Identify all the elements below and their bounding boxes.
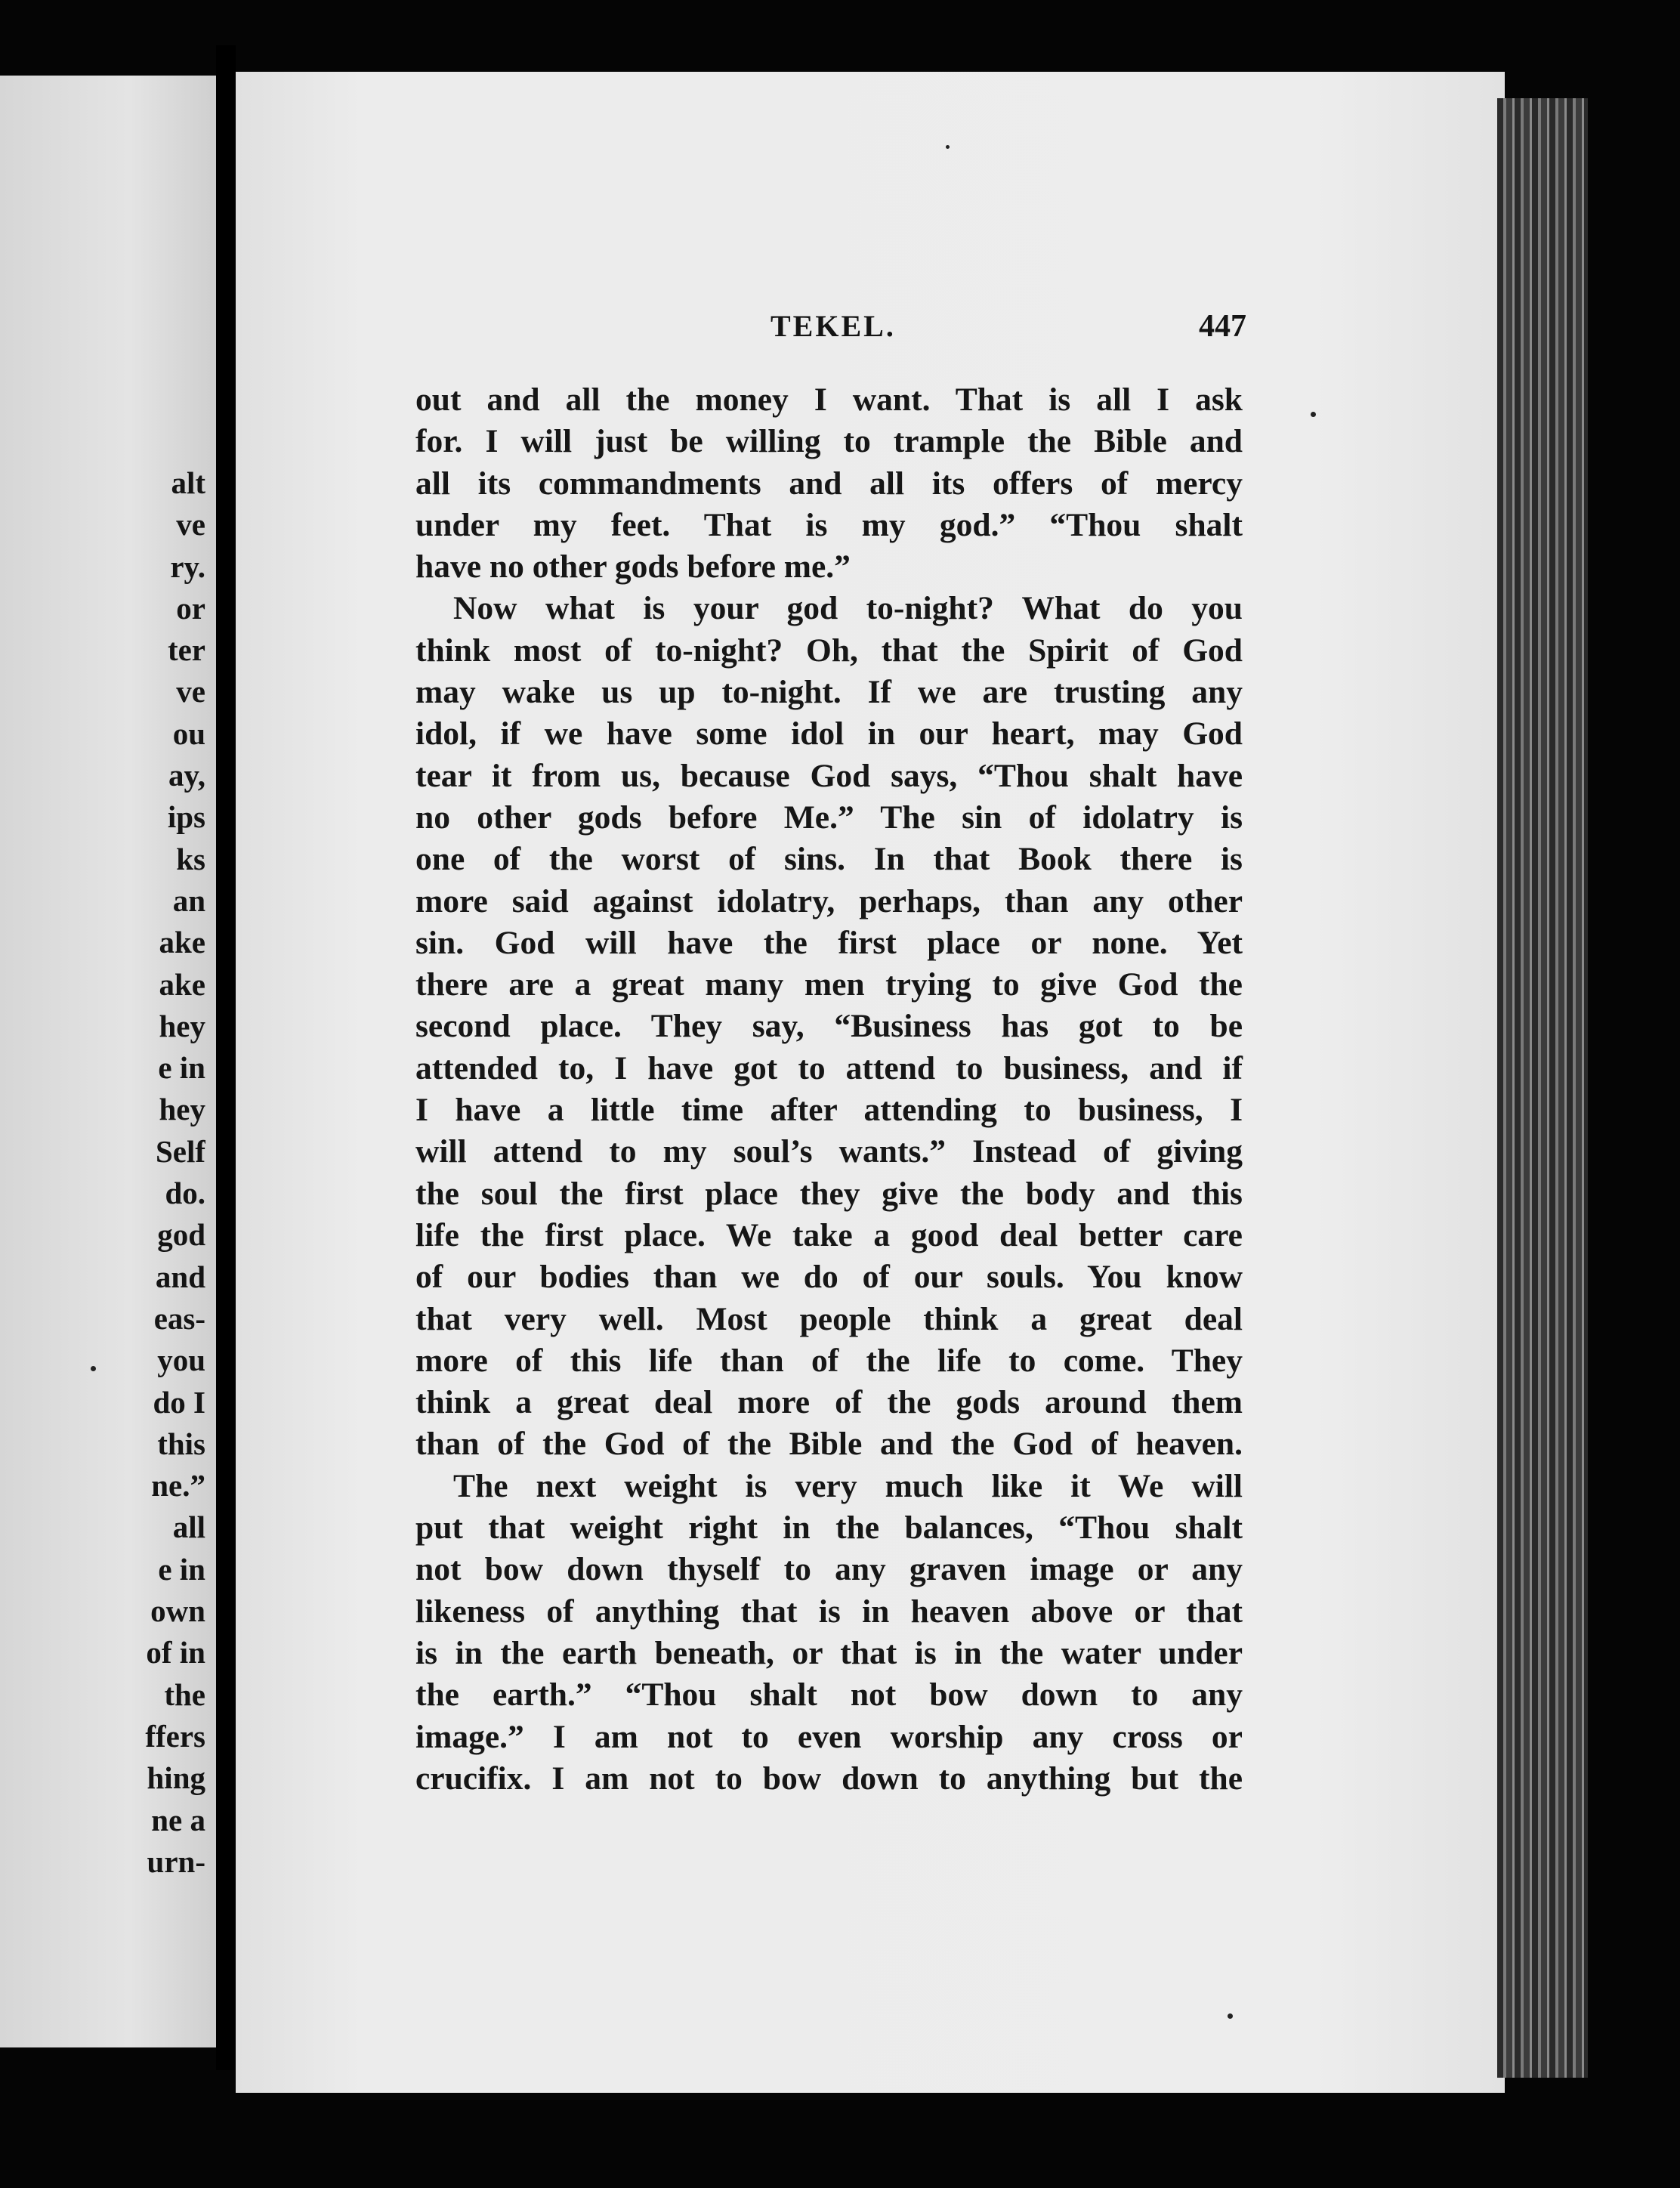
- left-fragment-line: god: [157, 1217, 205, 1253]
- text-line: likeness of anything that is in heaven above or that: [415, 1593, 1243, 1630]
- page-number: 447: [1199, 309, 1246, 344]
- left-fragment-line: hing: [147, 1760, 205, 1796]
- text-line: put that weight right in the balances, “Thou shalt: [415, 1510, 1243, 1547]
- left-fragment-line: you: [157, 1343, 205, 1378]
- page-header: [415, 308, 1246, 354]
- left-fragment-line: hey: [159, 1092, 205, 1127]
- text-line: have no other gods before me.”: [415, 549, 851, 586]
- left-fragment-line: ips: [167, 799, 205, 835]
- left-page-text-fragments: [115, 462, 205, 1883]
- text-line: the soul the first place they give the body and this: [415, 1175, 1243, 1212]
- text-line: is in the earth beneath, or that is in the water under: [415, 1634, 1243, 1671]
- text-line: not bow down thyself to any graven image or any: [415, 1551, 1243, 1588]
- text-line: crucifix. I am not to bow down to anything but the: [415, 1760, 1243, 1797]
- text-line: attended to, I have got to attend to business, and if: [415, 1049, 1243, 1086]
- text-line: out and all the money I want. That is all I ask: [415, 382, 1243, 418]
- left-fragment-line: hey: [159, 1008, 205, 1043]
- text-line: all its commandments and all its offers of mercy: [415, 465, 1243, 502]
- text-line: will attend to my soul’s wants.” Instead of giving: [415, 1133, 1243, 1170]
- left-fragment-line: ne a: [151, 1802, 205, 1837]
- text-line: the earth.” “Thou shalt not bow down to any: [415, 1677, 1243, 1714]
- text-line: more said against idolatry, perhaps, than any other: [415, 882, 1243, 919]
- text-line: image.” I am not to even worship any cross or: [415, 1718, 1243, 1755]
- text-line: life the first place. We take a good deal better care: [415, 1216, 1243, 1253]
- left-fragment-line: and: [155, 1259, 205, 1294]
- left-fragment-line: ks: [176, 841, 205, 876]
- text-line: think most of to-night? Oh, that the Spirit of God: [415, 632, 1243, 669]
- book-gutter: [216, 45, 236, 2070]
- text-line: second place. They say, “Business has got to be: [415, 1008, 1243, 1045]
- left-fragment-line: ne.”: [151, 1468, 205, 1503]
- page-edge-stack: [1497, 98, 1588, 2078]
- left-fragment-line: of in: [146, 1635, 205, 1670]
- text-line: sin. God will have the first place or none. Yet: [415, 924, 1243, 961]
- text-line: under my feet. That is my god.” “Thou shalt: [415, 506, 1243, 543]
- text-line: than of the God of the Bible and the God of heaven.: [415, 1426, 1243, 1463]
- left-facing-page: [0, 76, 216, 2047]
- running-head: TEKEL.: [771, 309, 896, 343]
- text-line: for. I will just be willing to trample the Bible and: [415, 423, 1243, 460]
- text-line: one of the worst of sins. In that Book there is: [415, 841, 1243, 878]
- left-fragment-line: an: [172, 882, 205, 918]
- text-line: tear it from us, because God says, “Thou shalt have: [415, 757, 1243, 794]
- left-fragment-line: e in: [158, 1551, 205, 1587]
- dust-speck: [946, 145, 950, 149]
- left-fragment-line: e in: [158, 1050, 205, 1086]
- left-fragment-line: eas-: [153, 1300, 205, 1336]
- left-fragment-line: ake: [159, 966, 205, 1002]
- left-fragment-line: this: [157, 1426, 205, 1461]
- left-fragment-line: ou: [172, 715, 205, 751]
- text-line: there are a great many men trying to give God the: [415, 966, 1243, 1003]
- left-fragment-line: own: [150, 1593, 205, 1629]
- left-fragment-line: ve: [176, 674, 205, 709]
- dust-speck: [91, 1366, 96, 1371]
- dust-speck: [1228, 2013, 1233, 2019]
- text-line: may wake us up to-night. If we are trusting any: [415, 674, 1243, 711]
- text-line: I have a little time after attending to business, I: [415, 1092, 1243, 1129]
- left-fragment-line: ve: [176, 507, 205, 542]
- left-fragment-line: urn-: [147, 1843, 205, 1879]
- left-fragment-line: ay,: [168, 758, 205, 793]
- text-line: more of this life than of the life to come. They: [415, 1342, 1243, 1379]
- left-fragment-line: do.: [165, 1176, 205, 1211]
- left-fragment-line: ter: [167, 632, 205, 668]
- body-text: [415, 379, 1243, 1800]
- left-fragment-line: ry.: [170, 549, 205, 584]
- left-fragment-line: or: [176, 590, 205, 626]
- left-fragment-line: the: [164, 1677, 205, 1712]
- text-line: that very well. Most people think a great deal: [415, 1300, 1243, 1337]
- left-fragment-line: ake: [159, 925, 205, 960]
- text-line: Now what is your god to-night? What do you: [453, 590, 1243, 627]
- text-line: no other gods before Me.” The sin of idolatry is: [415, 799, 1243, 836]
- left-fragment-line: alt: [171, 465, 205, 500]
- dust-speck: [1311, 412, 1316, 417]
- left-fragment-line: all: [172, 1510, 205, 1545]
- left-fragment-line: ffers: [145, 1718, 205, 1754]
- left-fragment-line: Self: [155, 1133, 205, 1169]
- text-line: The next weight is very much like it We will: [453, 1467, 1243, 1504]
- text-line: think a great deal more of the gods around them: [415, 1384, 1243, 1421]
- left-fragment-line: do I: [153, 1384, 205, 1420]
- text-line: idol, if we have some idol in our heart, may God: [415, 715, 1243, 753]
- text-line: of our bodies than we do of our souls. You know: [415, 1259, 1243, 1296]
